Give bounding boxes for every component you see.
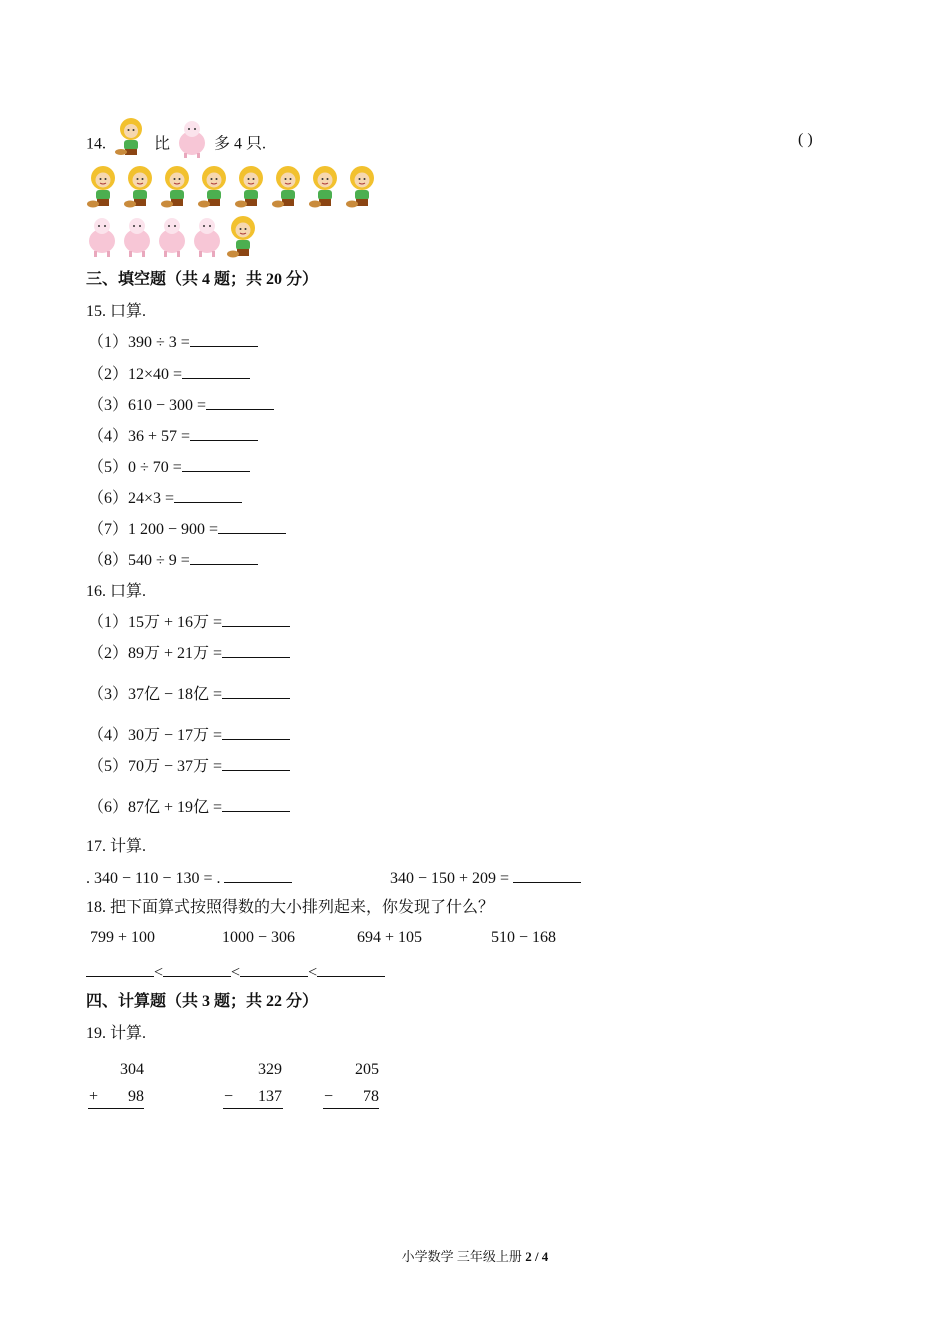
q16-item [88,725,290,746]
item-label: （3） [88,397,129,414]
q17-title: 17. 计算. [86,838,147,855]
item-expression: 37亿 − 18亿 = [128,686,223,703]
q15-item [88,426,258,447]
monkey-icon [123,164,157,217]
item-label: （8） [88,552,129,569]
sheep-icon [191,214,223,267]
answer-blank[interactable] [222,612,290,627]
problem-bottom-number: 98 [128,1088,144,1105]
item-label: （1） [88,334,129,351]
q15-item [88,488,242,509]
monkey-icon [234,164,268,217]
q18-expr-2: 1000 − 306 [222,929,296,946]
item-label: （4） [88,727,129,744]
item-expression: 36 + 57 = [128,428,191,445]
q16-title: 16. 口算. [86,583,147,600]
monkey-icon [114,116,148,160]
item-expression: 87亿 + 19亿 = [128,799,223,816]
less-than-sign: < [154,964,164,981]
order-blank-2[interactable] [163,962,231,977]
item-expression: 15万 + 16万 = [128,614,223,631]
page-number: 2 / 4 [525,1249,549,1264]
item-expression: 390 ÷ 3 = [128,334,190,351]
answer-blank[interactable] [190,550,258,565]
monkey-icon [226,214,260,267]
q17-right-text: 340 − 150 + 209 = [390,870,510,887]
item-expression: 540 ÷ 9 = [128,552,190,569]
q16-item [88,684,290,705]
item-label: （6） [88,799,129,816]
item-expression: 610 − 300 = [128,397,207,414]
answer-blank[interactable] [222,684,290,699]
problem-top-number: 304 [120,1061,144,1078]
item-expression: 70万 − 37万 = [128,758,223,775]
footer-text: 小学数学 三年级上册 [401,1249,522,1264]
q18-expr-4: 510 − 168 [491,929,557,946]
item-expression: 89万 + 21万 = [128,645,223,662]
answer-blank[interactable] [513,868,581,883]
answer-blank[interactable] [190,426,258,441]
sheep-row [86,214,260,267]
q17-right-expr [390,868,581,889]
answer-blank[interactable] [190,332,258,347]
q16-item [88,797,290,818]
answer-blank[interactable] [182,364,250,379]
q16-item [88,756,290,777]
answer-blank[interactable] [222,756,290,771]
problem-bottom-number: 137 [258,1088,282,1105]
answer-blank[interactable] [182,457,250,472]
monkey-icon [160,164,194,217]
q15-item [88,364,250,385]
answer-blank[interactable] [206,395,274,410]
q17-left-text: . 340 − 110 − 130 = . [86,870,221,887]
less-than-sign: < [308,964,318,981]
q14-line [86,130,266,160]
item-label: （2） [88,645,129,662]
q15-title: 15. 口算. [86,303,147,320]
order-blank-3[interactable] [240,962,308,977]
item-label: （6） [88,490,129,507]
q19-title: 19. 计算. [86,1025,147,1042]
item-label: （7） [88,521,129,538]
sheep-icon [86,214,118,267]
q15-item [88,332,258,353]
item-expression: 12×40 = [128,366,183,383]
monkey-row [86,164,379,217]
answer-blank[interactable] [222,797,290,812]
item-label: （4） [88,428,129,445]
q15-item [88,550,258,571]
monkey-icon [308,164,342,217]
monkey-icon [197,164,231,217]
item-label: （2） [88,366,129,383]
answer-blank[interactable] [222,643,290,658]
sheep-icon [156,214,188,267]
page-footer [0,1246,950,1265]
q15-item [88,519,286,540]
q18-order-line [86,962,385,983]
item-expression: 1 200 − 900 = [128,521,219,538]
sum-line [88,1108,144,1109]
problem-top-number: 205 [355,1061,379,1078]
item-label: （3） [88,686,129,703]
section4-title: 四、计算题（共 3 题；共 22 分） [86,993,319,1010]
difference-line [223,1108,283,1109]
item-expression: 30万 − 17万 = [128,727,223,744]
order-blank-1[interactable] [86,962,154,977]
problem-bottom-number: 78 [363,1088,379,1105]
monkey-icon [86,164,120,217]
q14-answer-paren: ( ) [798,131,813,148]
monkey-icon [345,164,379,217]
answer-blank[interactable] [224,868,292,883]
item-label: （1） [88,614,129,631]
q14-bi-text: 比 [154,135,171,153]
sheep-icon [121,214,153,267]
q18-title: 18. 把下面算式按照得数的大小排列起来，你发现了什么？ [86,899,495,916]
problem-operator: − [224,1088,234,1105]
q14-more-text: 多 4 只. [214,135,267,153]
item-label: （5） [88,758,129,775]
q16-item [88,612,290,633]
answer-blank[interactable] [222,725,290,740]
less-than-sign: < [231,964,241,981]
q16-item [88,643,290,664]
answer-blank[interactable] [218,519,286,534]
order-blank-4[interactable] [317,962,385,977]
q17-left-expr [86,868,292,889]
q14-number: 14. [86,135,106,153]
answer-blank[interactable] [174,488,242,503]
sheep-icon [176,119,208,159]
q15-item [88,395,274,416]
section3-title: 三、填空题（共 4 题；共 20 分） [86,271,319,288]
item-label: （5） [88,459,129,476]
difference-line [323,1108,379,1109]
q18-expr-3: 694 + 105 [357,929,423,946]
problem-top-number: 329 [258,1061,282,1078]
problem-operator: − [324,1088,334,1105]
item-expression: 24×3 = [128,490,175,507]
q15-item [88,457,250,478]
problem-operator: + [89,1088,99,1105]
q18-expr-1: 799 + 100 [90,929,156,946]
item-expression: 0 ÷ 70 = [128,459,182,476]
monkey-icon [271,164,305,217]
